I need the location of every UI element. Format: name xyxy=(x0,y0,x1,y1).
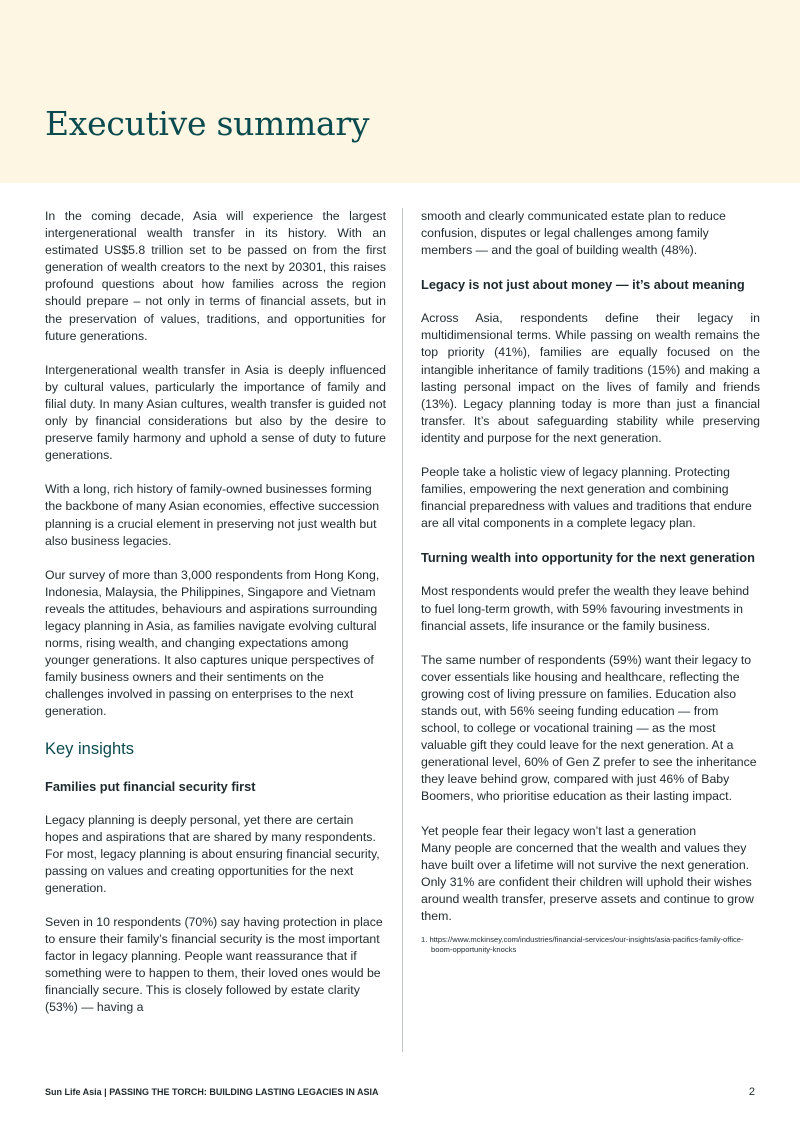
financial-security-subheading: Families put financial security first xyxy=(45,778,256,794)
legacy-fear-paragraph xyxy=(421,823,760,926)
key-insights-heading: Key insights xyxy=(45,739,134,758)
survey-paragraph: Our survey of more than 3,000 respondents from Hong Kong, Indonesia, Malaysia, the Philippines, Singapore and Vietnam reveals the attitudes, behaviours and aspirations surrounding legacy planning in Asia, as families navigate evolving cultural norms, rising wealth, and changing expectations among younger generations. It also captures unique perspectives of family business owners and their sentiments on the challenges involved in passing on enterprises to the next generation. xyxy=(45,567,380,719)
estate-plan-paragraph: smooth and clearly communicated estate plan to reduce confusion, disputes or legal challenges among family members — and the goal of building wealth (48%). xyxy=(421,209,726,258)
family-business-paragraph: With a long, rich history of family-owned businesses forming the backbone of many Asian economies, effective succession planning is a crucial element in preserving not just wealth but also business legacies. xyxy=(45,482,380,548)
page-title: Executive summary xyxy=(45,104,370,143)
multidimensional-legacy-paragraph: Across Asia, respondents define their legacy in multidimensional terms. While passing on wealth remains the top priority (41%), families are equally focused on the intangible inheritance of family traditions (15%) and making a lasting personal impact on the lives of family and friends (13%). Legacy planning today is more than just a financial transfer. It’s about safeguarding stability while preserving identity and purpose for the next generation. xyxy=(421,311,760,445)
left-column xyxy=(45,208,386,1034)
page-number: 2 xyxy=(748,1086,755,1098)
legacy-planning-paragraph: Legacy planning is deeply personal, yet there are certain hopes and aspirations that are shared by many respondents. For most, legacy planning is about ensuring financial security, passing on values and creating opportunities for the next generation. xyxy=(45,812,380,895)
opportunity-subheading: Turning wealth into opportunity for the next generation xyxy=(421,550,755,566)
meaning-subheading: Legacy is not just about money — it’s about meaning xyxy=(421,277,745,293)
cultural-values-paragraph: Intergenerational wealth transfer in Asia is deeply influenced by cultural values, particularly the importance of family and filial duty. In many Asian cultures, wealth transfer is guided not only by financial considerations but also by the desire to preserve family harmony and uphold a sense of duty to future generations. xyxy=(45,362,386,463)
legacy-fear-body: Many people are concerned that the wealth and values they have built over a lifetime will not survive the next generation. Only 31% are confident their children will uphold their wishes around wealth transfer, preserve assets and continue to grow them. xyxy=(421,840,754,923)
footer-text: Sun Life Asia | PASSING THE TORCH: BUILDING LASTING LEGACIES IN ASIA xyxy=(45,1087,379,1097)
header-banner xyxy=(0,0,800,183)
intro-paragraph: In the coming decade, Asia will experience the largest intergenerational wealth transfer in its history. With an estimated US$5.8 trillion set to be passed on from the first generation of wealth creators to the next by 20301, this raises profound questions about how families across the region should prepare – not only in terms of financial assets, but in the preservation of values, traditions, and opportunities for future generations. xyxy=(45,209,386,343)
right-column xyxy=(421,208,760,955)
protection-paragraph: Seven in 10 respondents (70%) say having protection in place to ensure their family’s financial security is the most important factor in legacy planning. People want reassurance that if something were to happen to them, their loved ones would be financially secure. This is closely followed by estate clarity (53%) — having a xyxy=(45,915,383,1015)
essentials-paragraph: The same number of respondents (59%) want their legacy to cover essentials like housing and healthcare, reflecting the growing cost of living pressure on families. Education also stands out, with 56% seeing funding education — from school, to college or vocational training — as the most valuable gift they could leave for the next generation. At a generational level, 60% of Gen Z prefer to see the inheritance they leave behind grow, compared with just 46% of Baby Boomers, who prioritise education as their lasting impact. xyxy=(421,652,757,804)
long-term-growth-paragraph: Most respondents would prefer the wealth they leave behind to fuel long-term growth, with 59% favouring investments in financial assets, life insurance or the family business. xyxy=(421,584,750,633)
legacy-fear-lead: Yet people fear their legacy won’t last a generation xyxy=(421,823,697,838)
footnote: 1. https://www.mckinsey.com/industries/financial-services/our-insights/asia-pacifics-family-office-boom-opportunity-knocks xyxy=(421,935,744,955)
holistic-view-paragraph: People take a holistic view of legacy planning. Protecting families, empowering the next generation and combining financial preparedness with values and traditions that endure are all vital components in a complete legacy plan. xyxy=(421,465,752,531)
column-divider xyxy=(402,208,403,1052)
